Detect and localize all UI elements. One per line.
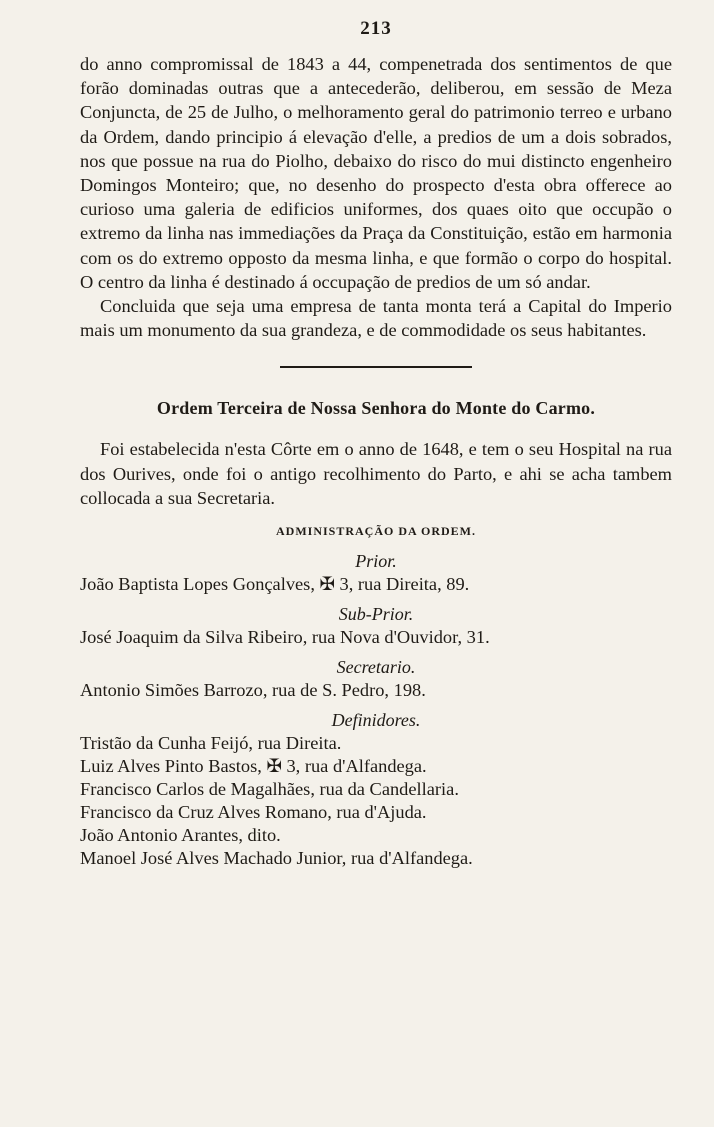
section-intro: Foi estabelecida n'esta Côrte em o anno de 1648, e tem o seu Hospital na rua dos Ourives, onde foi o antigo recolhimento do Parto, e ahi se acha tambem collocada a sua Secretaria. [80,439,672,508]
page-number: 213 [360,18,392,39]
definidor-entry: João Antonio Arantes, dito. [80,825,281,846]
definidor-entry: Luiz Alves Pinto Bastos, ✠ 3, rua d'Alfandega. [80,756,427,777]
subprior-label: Sub-Prior. [338,604,414,625]
paragraph-2: Concluida que seja uma empresa de tanta monta terá a Capital do Imperio mais um monumento da sua grandeza, e de commodidade os seus habitantes. [80,296,672,341]
document-page [80,18,672,876]
definidor-entry: Francisco Carlos de Magalhães, rua da Candellaria. [80,779,459,800]
prior-label: Prior. [355,551,397,572]
subprior-entry: José Joaquim da Silva Ribeiro, rua Nova d'Ouvidor, 31. [80,627,490,648]
secretario-entry: Antonio Simões Barrozo, rua de S. Pedro, 198. [80,680,426,701]
administration-heading: ADMINISTRAÇÃO DA ORDEM. [275,524,476,539]
secretario-label: Secretario. [336,657,416,678]
secretario-block [80,655,672,702]
prior-entry: João Baptista Lopes Gonçalves, ✠ 3, rua Direita, 89. [80,574,470,595]
definidor-entry: Francisco da Cruz Alves Romano, rua d'Ajuda. [80,802,427,823]
definidor-entry: Manoel José Alves Machado Junior, rua d'Alfandega. [80,848,473,869]
section-title: Ordem Terceira de Nossa Senhora do Monte do Carmo. [156,398,596,419]
section-divider [280,366,472,368]
definidores-label: Definidores. [331,710,421,731]
definidor-entry: Tristão da Cunha Feijó, rua Direita. [80,733,342,754]
paragraph-1: do anno compromissal de 1843 a 44, compenetrada dos sentimentos de que forão dominadas outras que a antecederão, deliberou, em sessão de Meza Conjuncta, de 25 de Julho, o melhoramento geral do patrimonio terreo e urbano da Ordem, dando principio á elevação d'elle, a predios de um a dois sobrados, nos que possue na rua do Piolho, debaixo do risco do mui distincto engenheiro Domingos Monteiro; que, no desenho do prospecto d'esta obra offerece ao curioso uma galeria de edificios uniformes, dos quaes oito que occupão o extremo da linha nas immediações da Praça da Constituição, estão em harmonia com os do extremo opposto da mesma linha, e que formão o corpo do hospital. O centro da linha é destinado á occupação de predios de um só andar. [80,54,672,292]
subprior-block [80,602,672,649]
prior-block [80,549,672,596]
definidores-block [80,708,672,870]
